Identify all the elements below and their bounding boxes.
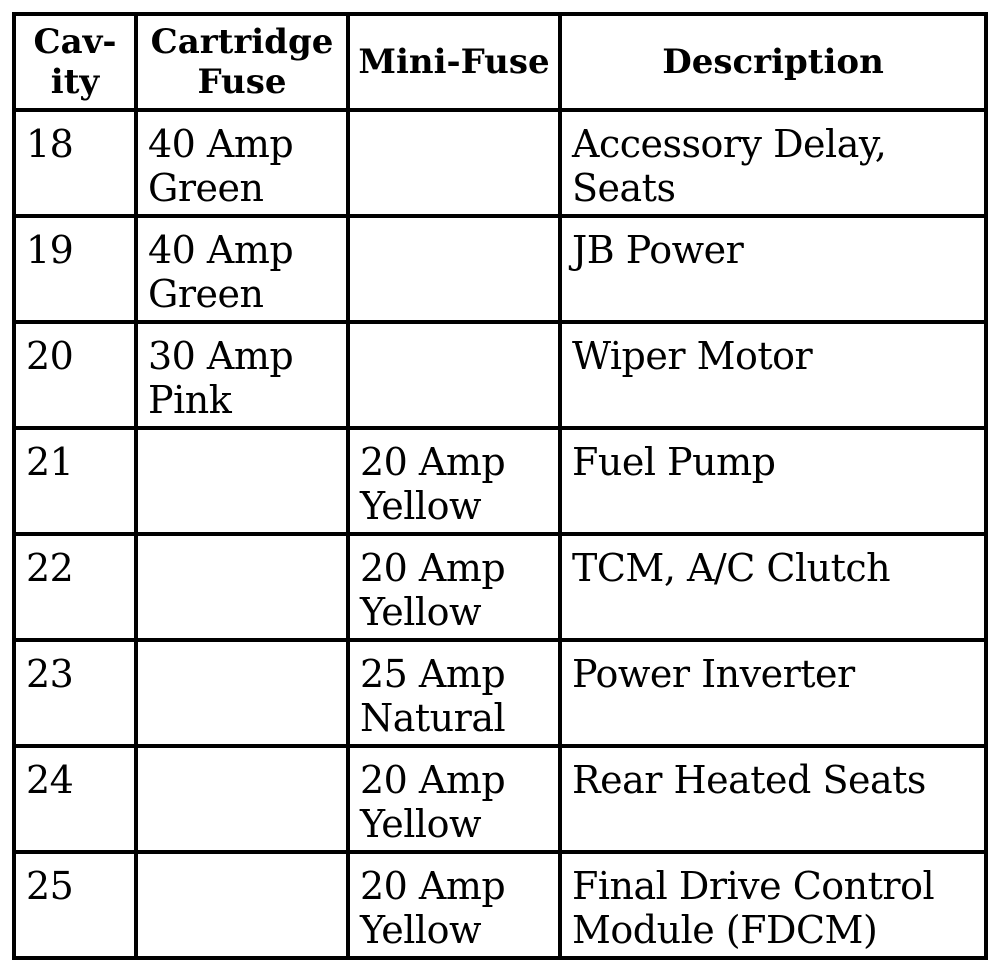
header-mini-fuse <box>348 14 560 110</box>
header-cartridge-fuse-label: Cartridge Fuse <box>150 22 334 102</box>
table-row <box>14 640 986 746</box>
cavity-value: 25 <box>26 864 74 908</box>
table-row <box>14 428 986 534</box>
description-cell <box>560 640 986 746</box>
description-cell <box>560 216 986 322</box>
description-value: TCM, A/C Clutch <box>572 546 891 590</box>
table-row <box>14 534 986 640</box>
mini-value: 20 Amp Yellow <box>360 758 506 846</box>
fuse-table <box>12 12 988 960</box>
cartridge-cell <box>136 110 348 216</box>
cartridge-value: 40 Amp Green <box>148 122 294 210</box>
mini-value: 20 Amp Yellow <box>360 440 506 528</box>
description-cell <box>560 534 986 640</box>
cavity-value: 20 <box>26 334 74 378</box>
description-value: JB Power <box>572 228 744 272</box>
table-row <box>14 110 986 216</box>
table-row <box>14 322 986 428</box>
table-row <box>14 746 986 852</box>
cavity-value: 23 <box>26 652 74 696</box>
mini-cell <box>348 640 560 746</box>
mini-cell <box>348 746 560 852</box>
header-description <box>560 14 986 110</box>
mini-cell <box>348 428 560 534</box>
description-value: Final Drive Control Module (FDCM) <box>572 864 935 952</box>
cartridge-cell <box>136 428 348 534</box>
header-cavity-label: Cav- ity <box>33 22 117 102</box>
cartridge-cell <box>136 216 348 322</box>
description-value: Wiper Motor <box>572 334 813 378</box>
mini-cell <box>348 216 560 322</box>
table-body <box>14 110 986 958</box>
header-mini-fuse-label: Mini-Fuse <box>358 42 550 82</box>
mini-cell <box>348 322 560 428</box>
mini-cell <box>348 534 560 640</box>
description-value: Rear Heated Seats <box>572 758 926 802</box>
description-cell <box>560 852 986 958</box>
cavity-cell <box>14 640 136 746</box>
cartridge-value: 30 Amp Pink <box>148 334 294 422</box>
description-value: Power Inverter <box>572 652 855 696</box>
cavity-cell <box>14 110 136 216</box>
mini-cell <box>348 852 560 958</box>
cavity-cell <box>14 746 136 852</box>
table-row <box>14 852 986 958</box>
cavity-cell <box>14 852 136 958</box>
description-cell <box>560 428 986 534</box>
cavity-value: 19 <box>26 228 74 272</box>
mini-cell <box>348 110 560 216</box>
table-header <box>14 14 986 110</box>
cartridge-cell <box>136 746 348 852</box>
cartridge-cell <box>136 640 348 746</box>
header-cartridge-fuse <box>136 14 348 110</box>
description-cell <box>560 746 986 852</box>
description-cell <box>560 322 986 428</box>
cavity-value: 21 <box>26 440 74 484</box>
cartridge-cell <box>136 852 348 958</box>
mini-value: 20 Amp Yellow <box>360 546 506 634</box>
cavity-cell <box>14 534 136 640</box>
cavity-cell <box>14 322 136 428</box>
cavity-value: 18 <box>26 122 74 166</box>
mini-value: 25 Amp Natural <box>360 652 506 740</box>
header-cavity <box>14 14 136 110</box>
header-description-label: Description <box>662 42 884 82</box>
cartridge-cell <box>136 322 348 428</box>
cavity-value: 24 <box>26 758 74 802</box>
cartridge-cell <box>136 534 348 640</box>
mini-value: 20 Amp Yellow <box>360 864 506 952</box>
cavity-cell <box>14 216 136 322</box>
description-value: Fuel Pump <box>572 440 776 484</box>
table-row <box>14 216 986 322</box>
description-value: Accessory Delay, Seats <box>572 122 887 210</box>
header-row <box>14 14 986 110</box>
cavity-value: 22 <box>26 546 74 590</box>
cartridge-value: 40 Amp Green <box>148 228 294 316</box>
cavity-cell <box>14 428 136 534</box>
description-cell <box>560 110 986 216</box>
